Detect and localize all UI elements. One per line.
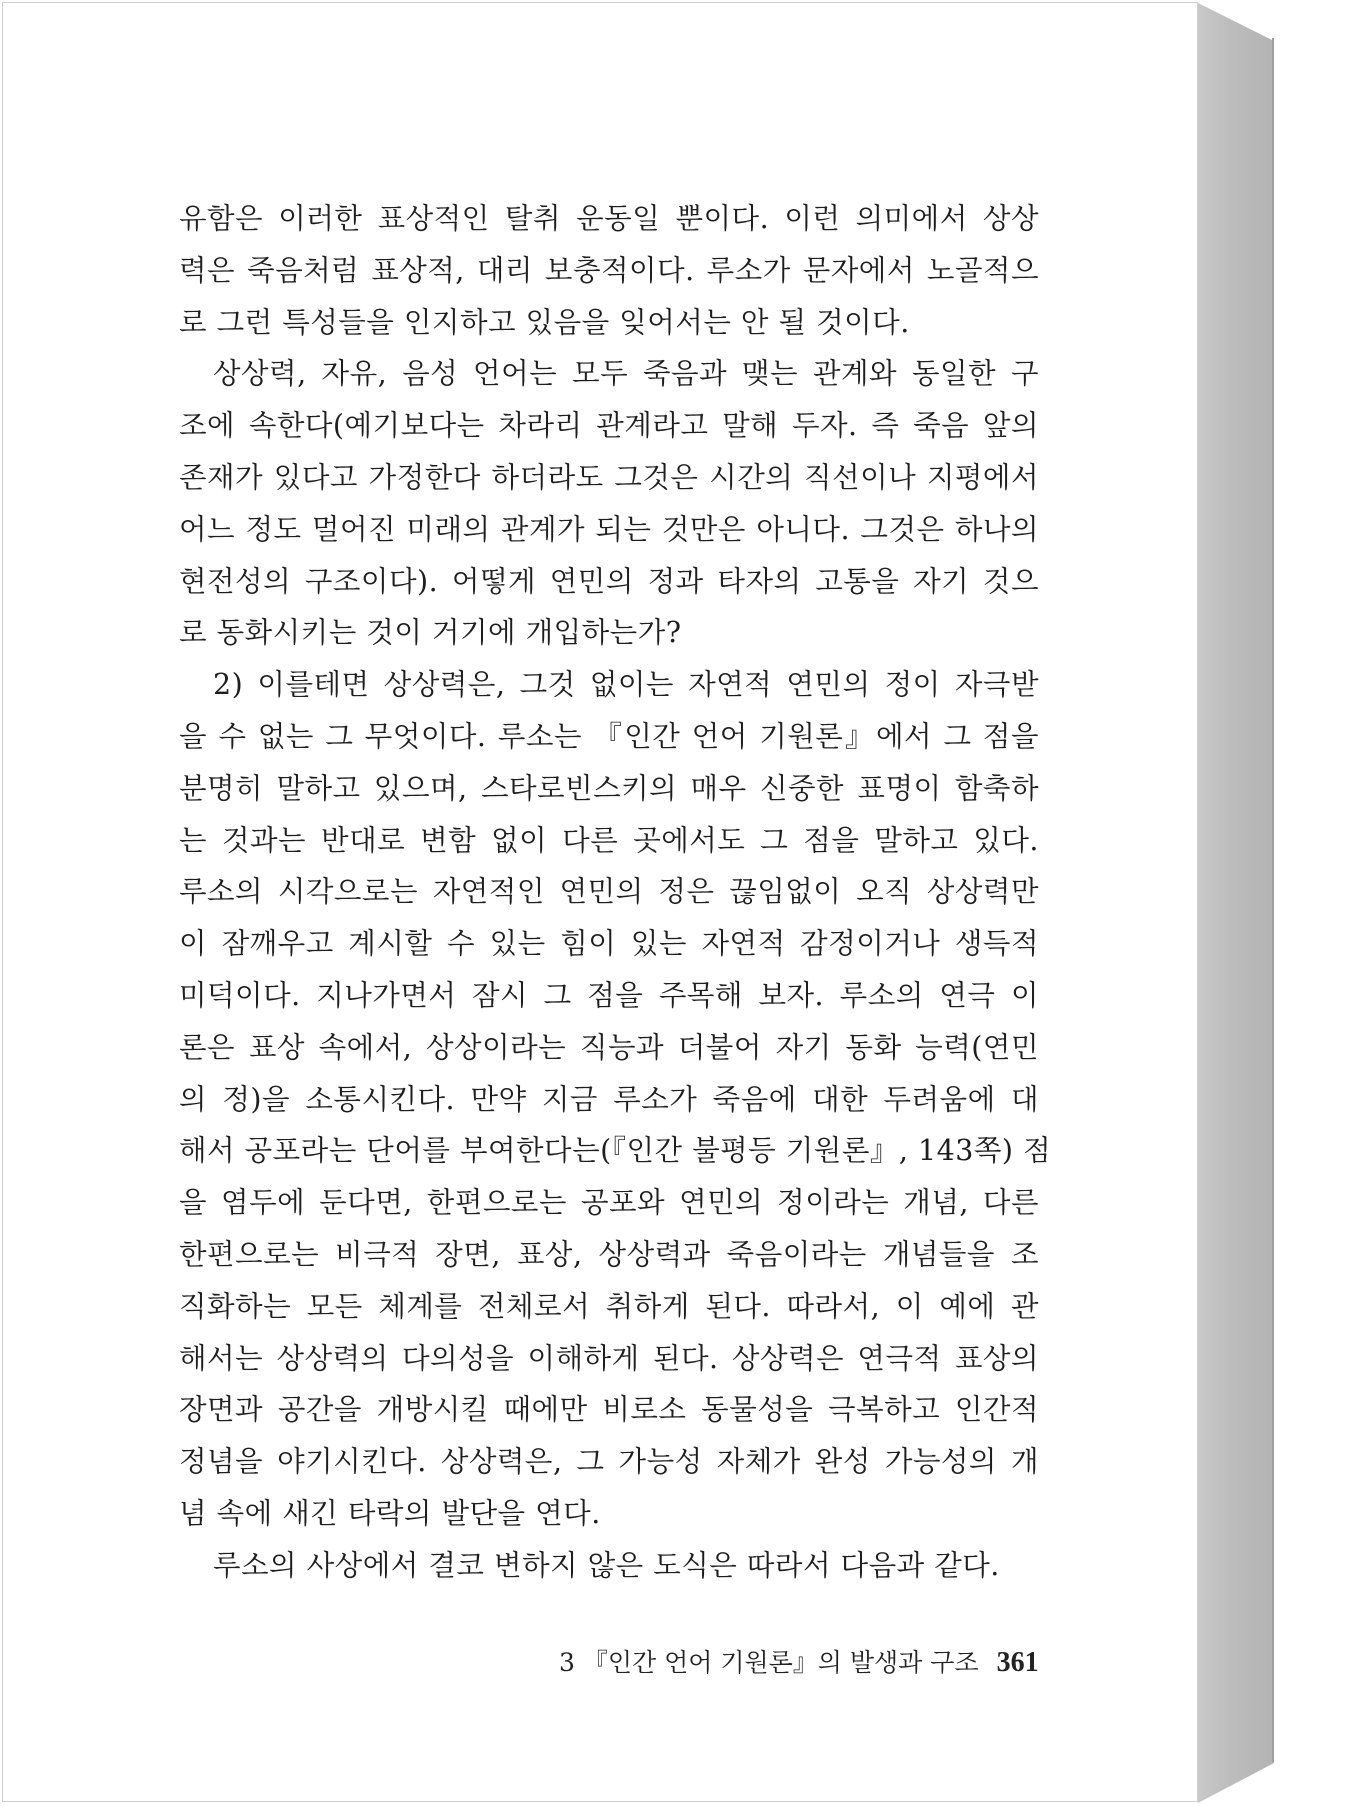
text-line: 론은 표상 속에서, 상상이라는 직능과 더불어 자기 동화 능력(연민	[179, 1030, 1039, 1064]
paragraph	[179, 193, 1039, 348]
text-line: 상상력, 자유, 음성 언어는 모두 죽음과 맺는 관계와 동일한 구	[213, 357, 1039, 391]
paragraph	[179, 348, 1039, 659]
body-text	[179, 193, 1052, 1592]
text-line: 한편으로는 비극적 장면, 표상, 상상력과 죽음이라는 개념들을 조	[179, 1237, 1039, 1271]
page-number: 361	[996, 1647, 1039, 1678]
text-line: 직화하는 모든 체계를 전체로서 취하게 된다. 따라서, 이 예에 관	[179, 1289, 1039, 1323]
text-line: 루소의 사상에서 결코 변하지 않은 도식은 따라서 다음과 같다.	[213, 1548, 1000, 1582]
text-line: 을 염두에 둔다면, 한편으로는 공포와 연민의 정이라는 개념, 다른	[179, 1186, 1039, 1220]
text-line: 분명히 말하고 있으며, 스타로빈스키의 매우 신중한 표명이 함축하	[179, 771, 1039, 805]
text-line: 현전성의 구조이다). 어떻게 연민의 정과 타자의 고통을 자기 것으	[179, 564, 1039, 598]
page-footer	[559, 1643, 1039, 1679]
text-line: 2) 이를테면 상상력은, 그것 없이는 자연적 연민의 정이 자극받	[213, 668, 1039, 702]
text-line: 을 수 없는 그 무엇이다. 루소는 『인간 언어 기원론』에서 그 점을	[179, 719, 1039, 753]
text-line: 로 그런 특성들을 인지하고 있음을 잊어서는 안 될 것이다.	[179, 305, 910, 339]
paragraph	[179, 1540, 1039, 1592]
text-line: 는 것과는 반대로 변함 없이 다른 곳에서도 그 점을 말하고 있다.	[179, 823, 1039, 857]
text-line: 미덕이다. 지나가면서 잠시 그 점을 주목해 보자. 루소의 연극 이	[179, 978, 1039, 1012]
text-line: 장면과 공간을 개방시킬 때에만 비로소 동물성을 극복하고 인간적	[179, 1393, 1039, 1427]
book-spine	[1198, 3, 1274, 1803]
text-line: 유함은 이러한 표상적인 탈취 운동일 뿐이다. 이런 의미에서 상상	[179, 202, 1039, 235]
text-line: 정념을 야기시킨다. 상상력은, 그 가능성 자체가 완성 가능성의 개	[179, 1445, 1039, 1479]
book-page	[2, 2, 1198, 1802]
text-line: 조에 속한다(예기보다는 차라리 관계라고 말해 두자. 즉 죽음 앞의	[179, 409, 1039, 443]
text-line: 루소의 시각으로는 자연적인 연민의 정은 끊임없이 오직 상상력만	[179, 875, 1039, 909]
text-line: 이 잠깨우고 계시할 수 있는 힘이 있는 자연적 감정이거나 생득적	[179, 927, 1039, 961]
text-line: 의 정)을 소통시킨다. 만약 지금 루소가 죽음에 대한 두려움에 대	[179, 1082, 1039, 1116]
book-spine-edge	[1272, 38, 1274, 1762]
text-line: 존재가 있다고 가정한다 하더라도 그것은 시간의 직선이나 지평에서	[179, 460, 1039, 494]
paragraph	[179, 659, 1052, 1540]
text-line: 어느 정도 멀어진 미래의 관계가 되는 것만은 아니다. 그것은 하나의	[179, 512, 1039, 546]
text-line: 해서는 상상력의 다의성을 이해하게 된다. 상상력은 연극적 표상의	[179, 1341, 1039, 1375]
text-line: 해서 공포라는 단어를 부여한다는(『인간 불평등 기원론』, 143쪽) 점	[179, 1134, 1052, 1168]
text-line: 념 속에 새긴 타락의 발단을 연다.	[179, 1496, 601, 1530]
text-line: 로 동화시키는 것이 거기에 개입하는가?	[179, 616, 682, 650]
running-head: 3 『인간 언어 기원론』의 발생과 구조	[559, 1648, 979, 1677]
text-line: 력은 죽음처럼 표상적, 대리 보충적이다. 루소가 문자에서 노골적으	[179, 253, 1039, 287]
